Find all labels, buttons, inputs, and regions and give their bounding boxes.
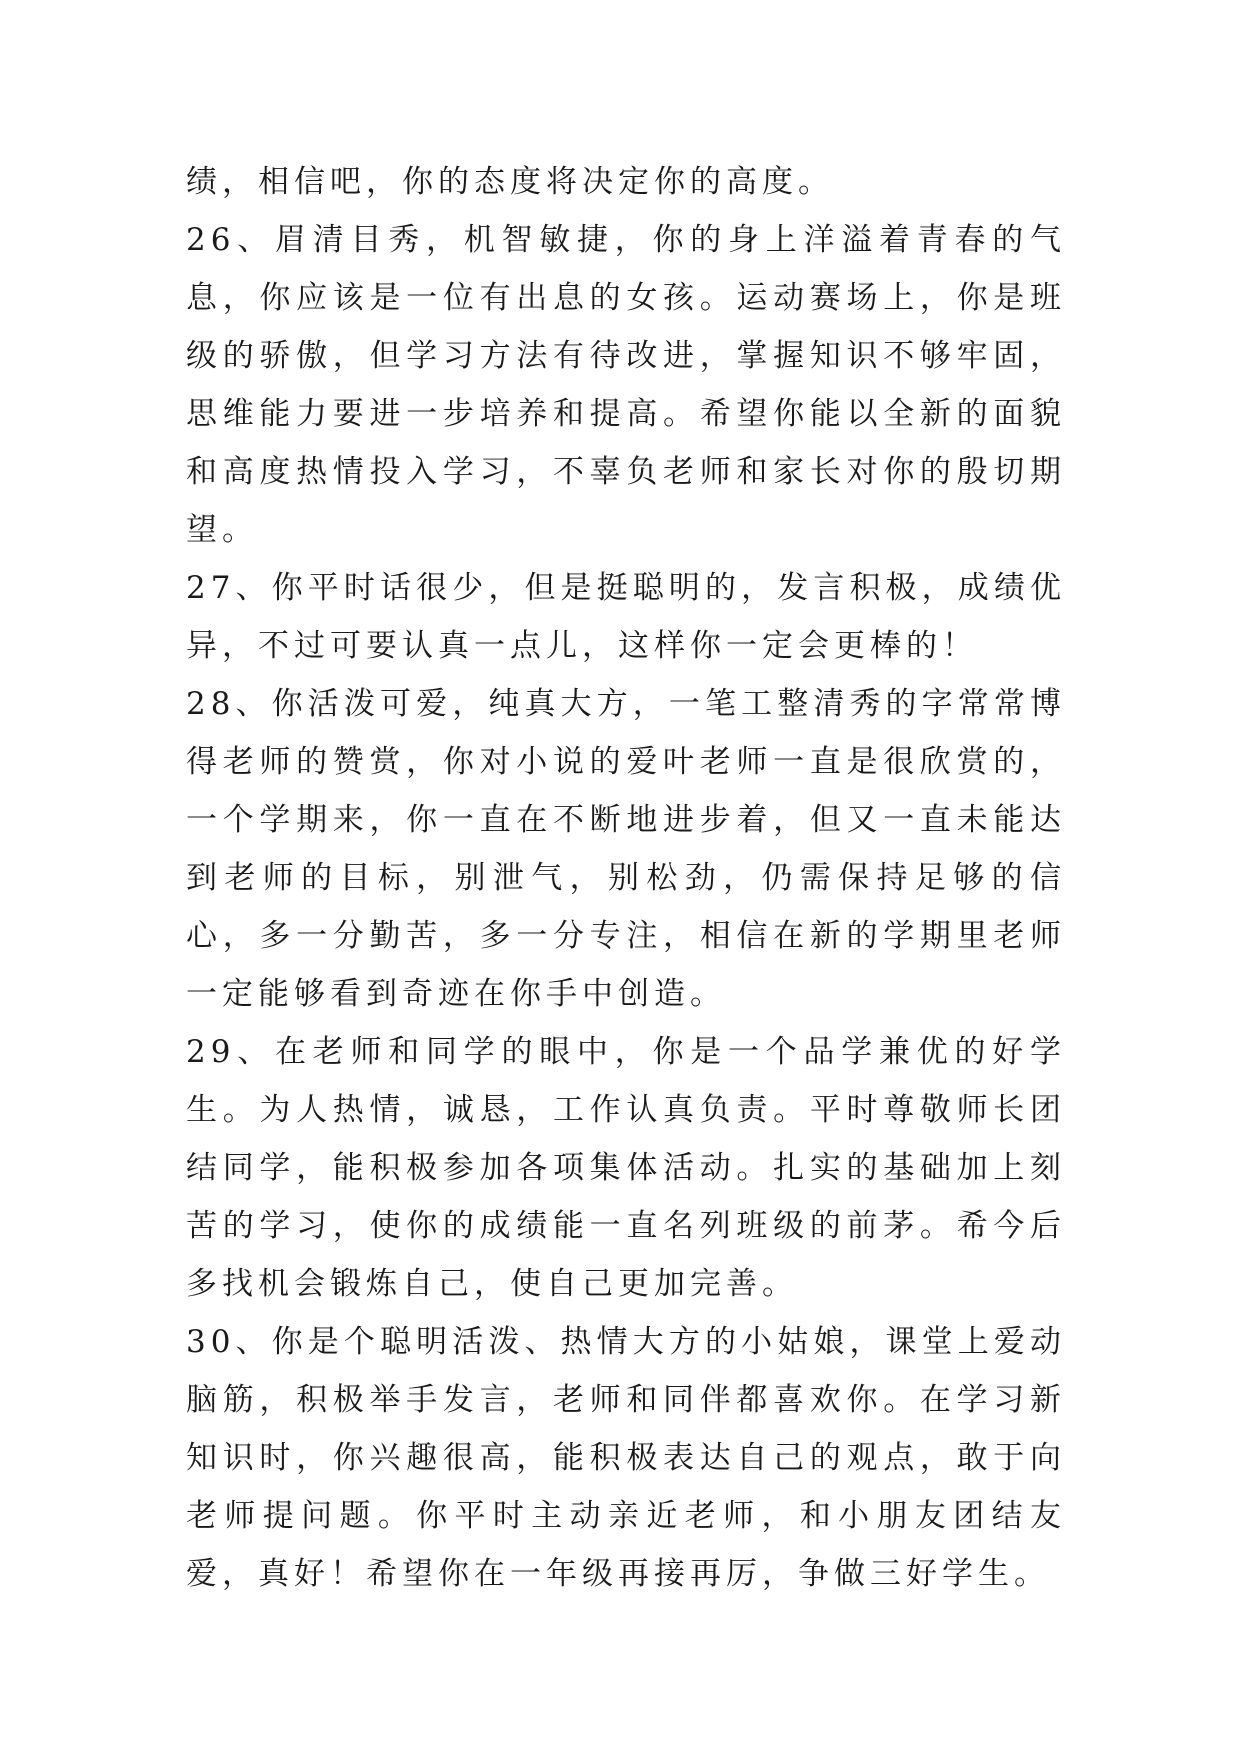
- paragraph-continuation: 绩，相信吧，你的态度将决定你的高度。: [186, 164, 834, 200]
- paragraph-comment-30: 30、你是个聪明活泼、热情大方的小姑娘，课堂上爱动脑筋，积极举手发言，老师和同伴都喜欢你。在学习新知识时，你兴趣很高，能积极表达自己的观点，敢于向老师提问题。你平时主动亲近老师，和小朋友团结友爱，真好！希望你在一年级再接再厉，争做三好学生。: [186, 1324, 1066, 1592]
- paragraph-comment-29: 29、在老师和同学的眼中，你是一个品学兼优的好学生。为人热情，诚恳，工作认真负责。平时尊敬师长团结同学，能积极参加各项集体活动。扎实的基础加上刻苦的学习，使你的成绩能一直名列班级的前茅。希今后多找机会锻炼自己，使自己更加完善。: [186, 1034, 1066, 1302]
- paragraph-comment-27: 27、你平时话很少，但是挺聪明的，发言积极，成绩优异，不过可要认真一点儿，这样你一定会更棒的！: [186, 570, 1066, 664]
- document-body: [186, 153, 1066, 1603]
- paragraph-comment-26: 26、眉清目秀，机智敏捷，你的身上洋溢着青春的气息，你应该是一位有出息的女孩。运动赛场上，你是班级的骄傲，但学习方法有待改进，掌握知识不够牢固，思维能力要进一步培养和提高。希望你能以全新的面貌和高度热情投入学习，不辜负老师和家长对你的殷切期望。: [186, 222, 1066, 548]
- paragraph-comment-28: 28、你活泼可爱，纯真大方，一笔工整清秀的字常常博得老师的赞赏，你对小说的爱叶老师一直是很欣赏的，一个学期来，你一直在不断地进步着，但又一直未能达到老师的目标，别泄气，别松劲，仍需保持足够的信心，多一分勤苦，多一分专注，相信在新的学期里老师一定能够看到奇迹在你手中创造。: [186, 686, 1066, 1012]
